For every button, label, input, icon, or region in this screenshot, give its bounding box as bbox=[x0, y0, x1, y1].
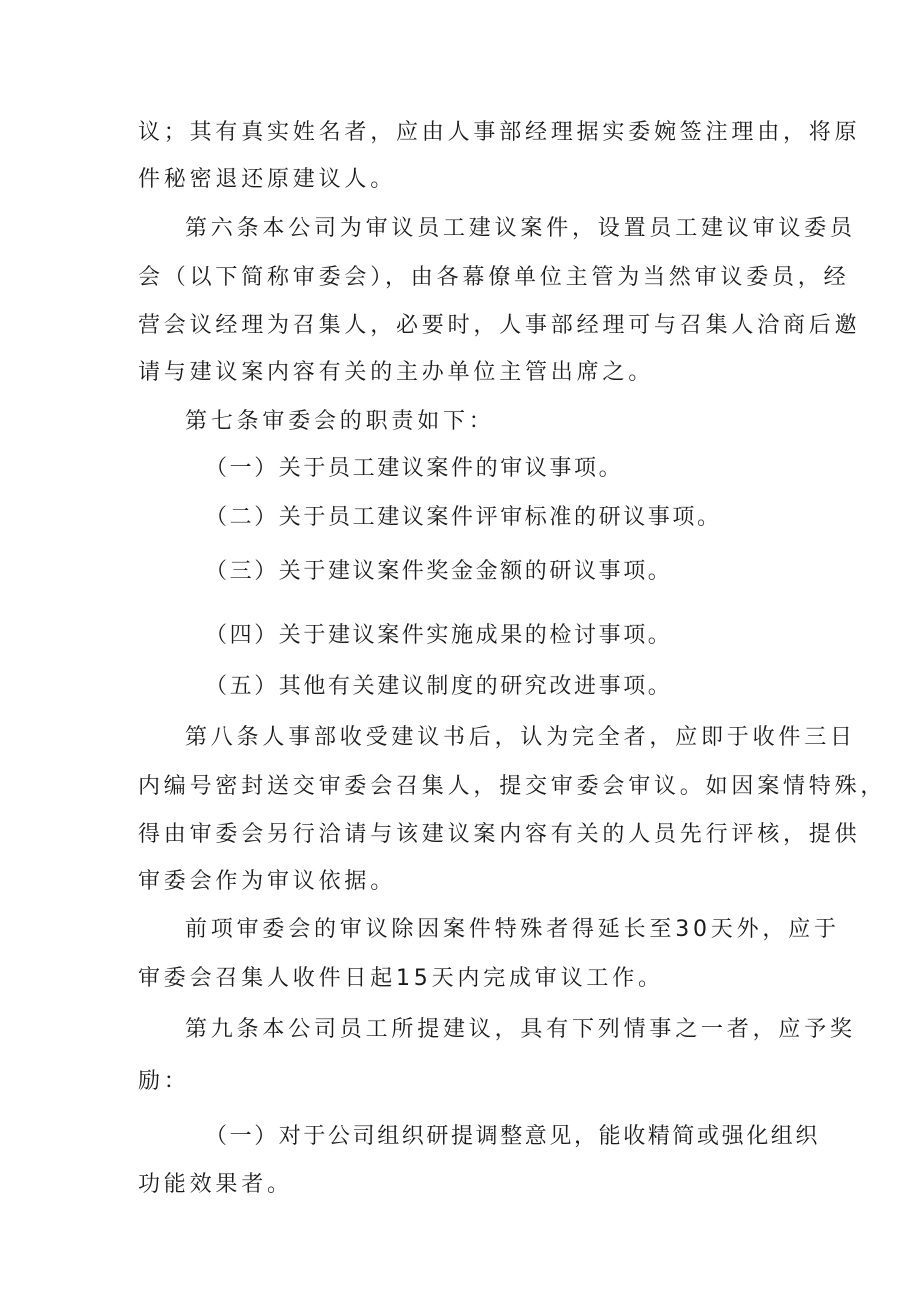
text-line: 会（以下简称审委会），由各幕僚单位主管为当然审议委员，经 bbox=[138, 265, 850, 290]
text-line: 前项审委会的审议除因案件特殊者得延长至30天外，应于 bbox=[185, 917, 840, 942]
text-line: 营会议经理为召集人，必要时，人事部经理可与召集人洽商后邀 bbox=[138, 313, 861, 338]
text-line: 得由审委会另行洽请与该建议案内容有关的人员先行评核，提供 bbox=[138, 822, 861, 847]
text-line: 议；其有真实姓名者，应由人事部经理据实委婉签注理由，将原 bbox=[138, 120, 861, 145]
text-line: 内编号密封送交审委会召集人，提交审委会审议。如因案情特殊， bbox=[138, 774, 887, 799]
text-line: 请与建议案内容有关的主办单位主管出席之。 bbox=[138, 360, 655, 385]
text-line: 件秘密退还原建议人。 bbox=[138, 167, 397, 192]
text-line: 功能效果者。 bbox=[138, 1172, 293, 1197]
list-item: （二）关于员工建议案件评审标准的研议事项。 bbox=[205, 505, 722, 530]
text-line: 审委会作为审议依据。 bbox=[138, 869, 397, 894]
list-item: （一）关于员工建议案件的审议事项。 bbox=[205, 456, 624, 481]
list-item: （五）其他有关建议制度的研究改进事项。 bbox=[205, 674, 673, 699]
list-item: （一）对于公司组织研提调整意见，能收精简或强化组织 bbox=[205, 1124, 821, 1149]
article-7-heading: 第七条审委会的职责如下： bbox=[185, 409, 495, 434]
text-line: 审委会召集人收件日起15天内完成审议工作。 bbox=[138, 966, 664, 991]
list-item: （三）关于建议案件奖金金额的研议事项。 bbox=[205, 559, 673, 584]
text-line: 励： bbox=[138, 1069, 190, 1094]
article-6-heading: 第六条本公司为审议员工建议案件，设置员工建议审议委员 bbox=[185, 216, 856, 241]
list-item: （四）关于建议案件实施成果的检讨事项。 bbox=[205, 623, 673, 648]
article-9-heading: 第九条本公司员工所提建议，具有下列情事之一者，应予奖 bbox=[185, 1017, 856, 1042]
article-8-heading: 第八条人事部收受建议书后，认为完全者，应即于收件三日 bbox=[185, 725, 856, 750]
